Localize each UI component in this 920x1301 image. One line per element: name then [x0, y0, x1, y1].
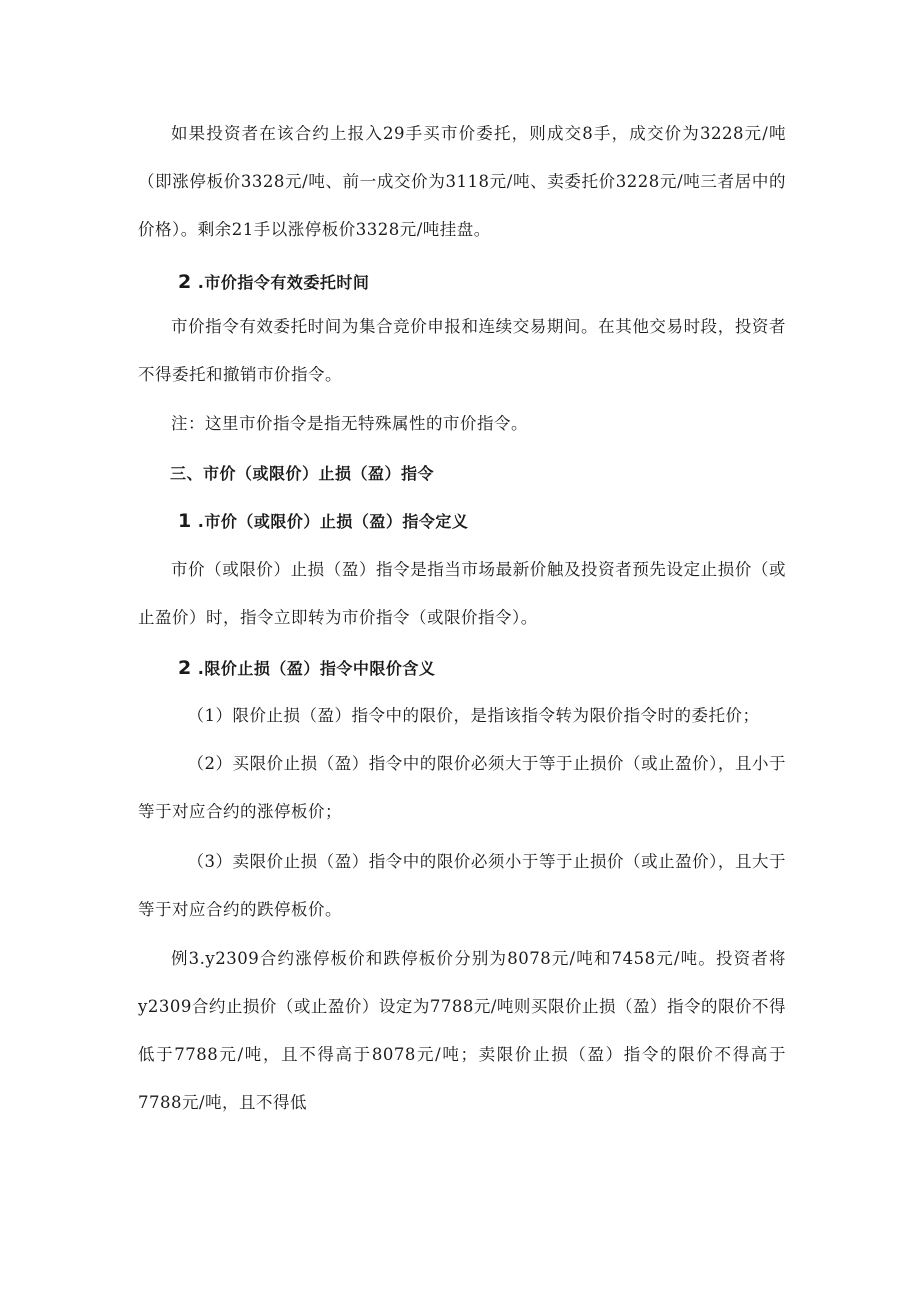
heading-number: 1: [178, 510, 192, 532]
list-item-1: （1）限价止损（盈）指令中的限价，是指该指令转为限价指令时的委托价；: [187, 706, 760, 725]
paragraph-stop-order-definition: 市价（或限价）止损（盈）指令是指当市场最新价触及投资者预先设定止损价（或止盈价）时，指令立即转为市价指令（或限价指令）。: [138, 560, 786, 627]
heading-number: 2: [178, 271, 192, 293]
heading-market-order-valid-time: [138, 270, 786, 295]
list-item-2: （2）买限价止损（盈）指令中的限价必须大于等于止损价（或止盈价），且小于等于对应合约的涨停板价；: [138, 754, 786, 821]
paragraph-market-order-example: 如果投资者在该合约上报入29手买市价委托，则成交8手，成交价为3228元/吨（即涨停板价3328元/吨、前一成交价为3118元/吨、卖委托价3228元/吨三者居中的价格）。剩余21手以涨停板价3328元/吨挂盘。: [138, 124, 786, 239]
heading-text: .市价（或限价）止损（盈）指令定义: [191, 512, 469, 531]
list-item-3: （3）卖限价止损（盈）指令中的限价必须小于等于止损价（或止盈价），且大于等于对应合约的跌停板价。: [138, 852, 786, 919]
heading-limit-price-meaning: [138, 656, 786, 681]
heading-text: .限价止损（盈）指令中限价含义: [191, 659, 436, 678]
paragraph-example-3: 例3.y2309合约涨停板价和跌停板价分别为8078元/吨和7458元/吨。投资者将y2309合约止损价（或止盈价）设定为7788元/吨则买限价止损（盈）指令的限价不得低于7788元/吨，且不得高于8078元/吨；卖限价止损（盈）指令的限价不得高于7788元/吨，且不得低: [138, 949, 786, 1112]
paragraph-market-order-time-rule: 市价指令有效委托时间为集合竞价申报和连续交易期间。在其他交易时段，投资者不得委托和撤销市价指令。: [138, 317, 786, 384]
heading-section-three: 三、市价（或限价）止损（盈）指令: [170, 464, 435, 483]
heading-stop-order-definition: [138, 509, 786, 534]
paragraph-note: 注：这里市价指令是指无特殊属性的市价指令。: [171, 414, 528, 433]
heading-number: 2: [178, 657, 192, 679]
heading-text: .市价指令有效委托时间: [191, 273, 370, 292]
